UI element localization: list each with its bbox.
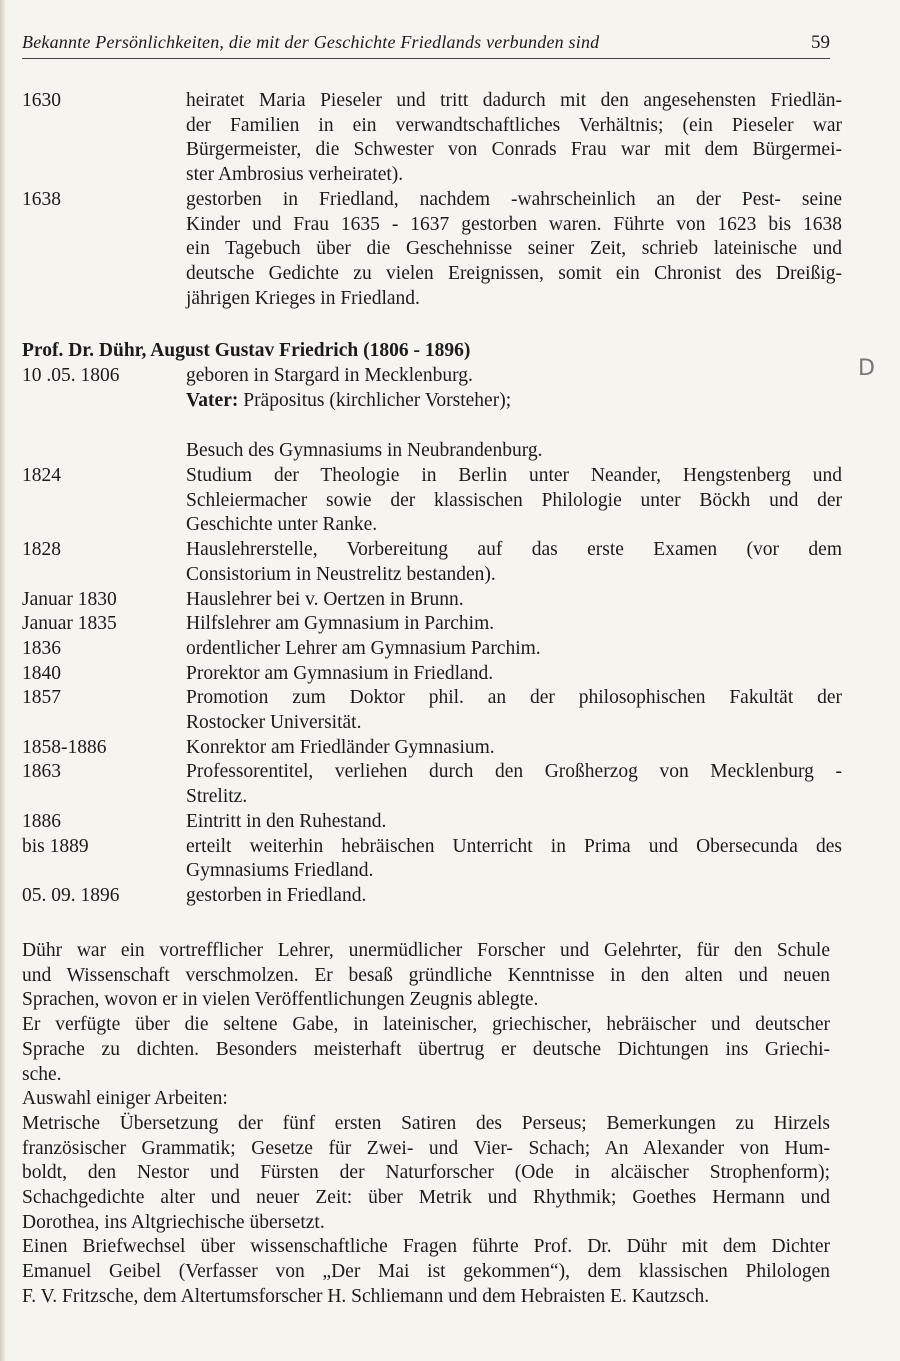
entry-text-line: ein Tagebuch über die Geschehnisse seiner Zeit, schrieb lateinische und [186, 238, 842, 260]
entry-text-line: Hauslehrerstelle, Vorbereitung auf das erste Examen (vor dem [186, 539, 842, 561]
paragraph-line: Auswahl einiger Arbeiten: [22, 1088, 228, 1110]
entry-text-line: Strelitz. [186, 786, 248, 808]
timeline-row [22, 810, 842, 835]
entry-text: geboren in Stargard in Mecklenburg. [186, 365, 473, 386]
timeline-row [22, 612, 842, 637]
entry-text-line: Studium der Theologie in Berlin unter Neander, Hengstenberg und [186, 465, 842, 486]
timeline-row [22, 884, 842, 909]
entry-date: 1886 [22, 810, 61, 832]
timeline-row [22, 736, 842, 761]
timeline-row [22, 760, 842, 809]
timeline-birth [22, 364, 842, 413]
entry-text-line: Gymnasiums Friedland. [186, 860, 374, 882]
paragraph-line: Schachgedichte alter und neuer Zeit: über Metrik und Rhythmik; Goethes Hermann und [22, 1187, 830, 1209]
entry-text-line: Kinder und Frau 1635 - 1637 gestorben waren. Führte von 1623 bis 1638 [186, 213, 842, 235]
entry-date: 1836 [22, 637, 61, 659]
entry-text-line: jährigen Krieges in Friedland. [186, 287, 420, 309]
running-title: Bekannte Persönlichkeiten, die mit der Geschichte Friedlands verbunden sind [22, 32, 600, 52]
entry-date: 1824 [22, 465, 61, 486]
timeline-row [22, 538, 842, 587]
entry-text-line: heiratet Maria Pieseler und tritt dadurch mit den angesehensten Friedlän- [186, 90, 842, 111]
timeline-row [22, 662, 842, 687]
entry-text-line: Rostocker Universität. [186, 712, 362, 734]
entry-text-line: Bürgermeister, die Schwester von Conrads Frau war mit dem Bürgermei- [186, 139, 842, 161]
entry-text-line: Prorektor am Gymnasium in Friedland. [186, 662, 494, 684]
father-text: Präpositus (kirchlicher Vorsteher); [238, 389, 512, 411]
entry-text-line: Consistorium in Neustrelitz bestanden). [186, 563, 496, 585]
entry-text-line: Hilfslehrer am Gymnasium in Parchim. [186, 613, 495, 635]
section-heading: Prof. Dr. Dühr, August Gustav Friedrich (1806 - 1896) [22, 340, 471, 361]
page-number: 59 [811, 32, 830, 53]
paragraph-line: Er verfügte über die seltene Gabe, in lateinischer, griechischer, hebräischer und deutscher [22, 1014, 830, 1036]
entry-text-line: Konrektor am Friedländer Gymnasium. [186, 736, 495, 758]
paragraph-line: Dorothea, ins Altgriechische übersetzt. [22, 1211, 325, 1233]
paragraph-line: Emanuel Geibel (Verfasser von „Der Mai ist gekommen“), dem klassischen Philologen [22, 1261, 830, 1283]
timeline-row [22, 464, 842, 538]
paragraph-line: F. V. Fritzsche, dem Altertumsforscher H. Schliemann und dem Hebraisten E. Kautzsch. [22, 1285, 710, 1307]
timeline-row [22, 588, 842, 613]
entry-text-line: Geschichte unter Ranke. [186, 514, 378, 536]
entry-text-line: Hauslehrer bei v. Oertzen in Brunn. [186, 588, 464, 610]
timeline-row [22, 89, 842, 188]
entry-text-line: der Familien in ein verwandtschaftliches Verhältnis; (ein Pieseler war [186, 114, 842, 136]
entry-text-line: gestorben in Friedland, nachdem -wahrscheinlich an der Pest- seine [186, 188, 842, 210]
entry-text-line: ster Ambrosius verheiratet). [186, 164, 404, 186]
paragraph-line: Sprachen, wovon er in vielen Veröffentlichungen Zeugnis ablegte. [22, 989, 539, 1011]
paragraph-line: boldt, den Nestor und Fürsten der Naturforscher (Ode in alcäischer Strophenform); [22, 1162, 830, 1184]
entry-text-line: ordentlicher Lehrer am Gymnasium Parchim. [186, 637, 541, 659]
entry-date: 1630 [22, 90, 61, 111]
father-line [186, 389, 842, 414]
paragraph-line: und Wissenschaft verschmolzen. Er besaß gründliche Kenntnisse in den alten und neuen [22, 964, 830, 986]
paragraph [22, 1087, 830, 1112]
margin-pencil-mark: D [858, 356, 875, 381]
entry-text-line: Promotion zum Doktor phil. an der philosophischen Fakultät der [186, 687, 842, 709]
entry-date: 05. 09. 1896 [22, 884, 120, 906]
entry-date: Januar 1830 [22, 588, 117, 610]
entry-text-line: Schleiermacher sowie der klassischen Philologie unter Böckh und der [186, 489, 842, 511]
timeline-row [22, 188, 842, 312]
entry-date: 1840 [22, 662, 61, 684]
timeline-row [22, 686, 842, 735]
entry-text-line: deutsche Gedichte zu vielen Ereignissen, somit ein Chronist des Dreißig- [186, 262, 842, 284]
paragraph [22, 939, 830, 1013]
biography-prose [22, 939, 830, 1310]
timeline-bottom [22, 464, 842, 909]
entry-date: 1858-1886 [22, 736, 107, 758]
entry-text-line: Professorentitel, verliehen durch den Großherzog von Mecklenburg - [186, 761, 842, 783]
father-label: Vater: [186, 389, 239, 411]
paragraph-line: sche. [22, 1063, 62, 1085]
paragraph [22, 1112, 830, 1236]
paragraph [22, 1235, 830, 1309]
timeline-row [22, 439, 842, 464]
entry-date: 1857 [22, 687, 61, 709]
entry-date: 10 .05. 1806 [22, 365, 120, 386]
timeline-top [22, 89, 842, 311]
paragraph-line: Metrische Übersetzung der fünf ersten Satiren des Perseus; Bemerkungen zu Hirzels [22, 1112, 830, 1134]
timeline-row [22, 835, 842, 884]
entry-text-line: gestorben in Friedland. [186, 884, 367, 906]
entry-date: Januar 1835 [22, 613, 117, 635]
timeline-row [22, 364, 842, 413]
entry-date: 1638 [22, 188, 61, 210]
binding-shadow [0, 0, 6, 1361]
paragraph-line: Einen Briefwechsel über wissenschaftliche Fragen führte Prof. Dr. Dühr mit dem Dichter [22, 1236, 830, 1258]
entry-text-line: Eintritt in den Ruhestand. [186, 810, 387, 832]
entry-text-line: erteilt weiterhin hebräischen Unterricht in Prima und Obersecunda des [186, 835, 842, 857]
paragraph [22, 1013, 830, 1087]
entry-text: Besuch des Gymnasiums in Neubrandenburg. [186, 440, 543, 461]
entry-date: bis 1889 [22, 835, 89, 857]
entry-date: 1828 [22, 539, 61, 561]
paragraph-line: Sprache zu dichten. Besonders meisterhaft übertrug er deutsche Dichtungen ins Griechi- [22, 1038, 830, 1060]
paragraph-line: Dühr war ein vortrefflicher Lehrer, unermüdlicher Forscher und Gelehrter, für den Schule [22, 940, 830, 961]
entry-date: 1863 [22, 761, 61, 783]
timeline-row [22, 637, 842, 662]
timeline-gymnasium [22, 439, 842, 464]
page-header [22, 30, 830, 59]
paragraph-line: französischer Grammatik; Gesetze für Zwei- und Vier- Schach; An Alexander von Hum- [22, 1137, 830, 1159]
